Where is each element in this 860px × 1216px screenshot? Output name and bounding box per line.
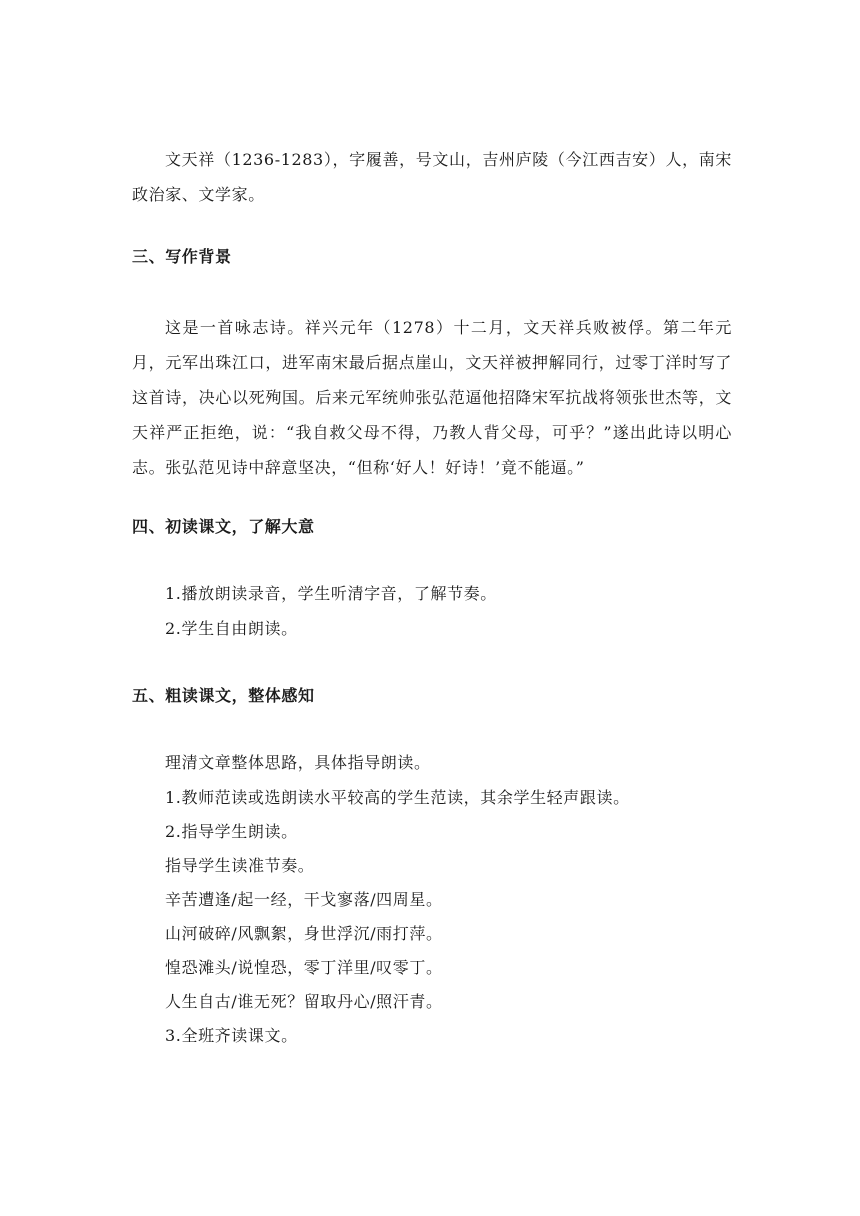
list-item: 1.教师范读或选朗读水平较高的学生范读，其余学生轻声跟读。 xyxy=(165,788,630,807)
poem-line: 人生自古/谁无死？留取丹心/照汗青。 xyxy=(165,992,443,1011)
list-item: 1.播放朗读录音，学生听清字音，了解节奏。 xyxy=(165,584,497,603)
list-item: 2.指导学生朗读。 xyxy=(165,822,298,841)
list-item: 理清文章整体思路，具体指导朗读。 xyxy=(165,753,431,772)
section-heading-background: 三、写作背景 xyxy=(132,247,232,266)
list-item: 2.学生自由朗读。 xyxy=(165,619,298,638)
section-heading-overall-perception: 五、粗读课文，整体感知 xyxy=(132,686,315,705)
list-item: 指导学生读准节奏。 xyxy=(165,856,315,875)
section-heading-first-reading: 四、初读课文，了解大意 xyxy=(132,517,315,536)
poem-line: 惶恐滩头/说惶恐，零丁洋里/叹零丁。 xyxy=(165,958,443,977)
poem-line: 山河破碎/风飘絮，身世浮沉/雨打萍。 xyxy=(165,924,443,943)
poem-line: 辛苦遭逢/起一经，干戈寥落/四周星。 xyxy=(165,890,443,909)
background-paragraph: 这是一首咏志诗。祥兴元年（1278）十二月，文天祥兵败被俘。第二年元月，元军出珠江口，进军南宋最后据点崖山，文天祥被押解同行，过零丁洋时写了这首诗，决心以死殉国。后来元军统帅张弘范逼他招降宋军抗战将领张世杰等，文天祥严正拒绝，说：“我自救父母不得，乃教人背父母，可乎？”遂出此诗以明心志。张弘范见诗中辞意坚决，“但称‘好人！好诗！’竟不能逼。” xyxy=(132,318,732,477)
intro-paragraph: 文天祥（1236-1283），字履善，号文山，吉州庐陵（今江西吉安）人，南宋政治家、文学家。 xyxy=(132,150,732,204)
list-item: 3.全班齐读课文。 xyxy=(165,1026,298,1045)
